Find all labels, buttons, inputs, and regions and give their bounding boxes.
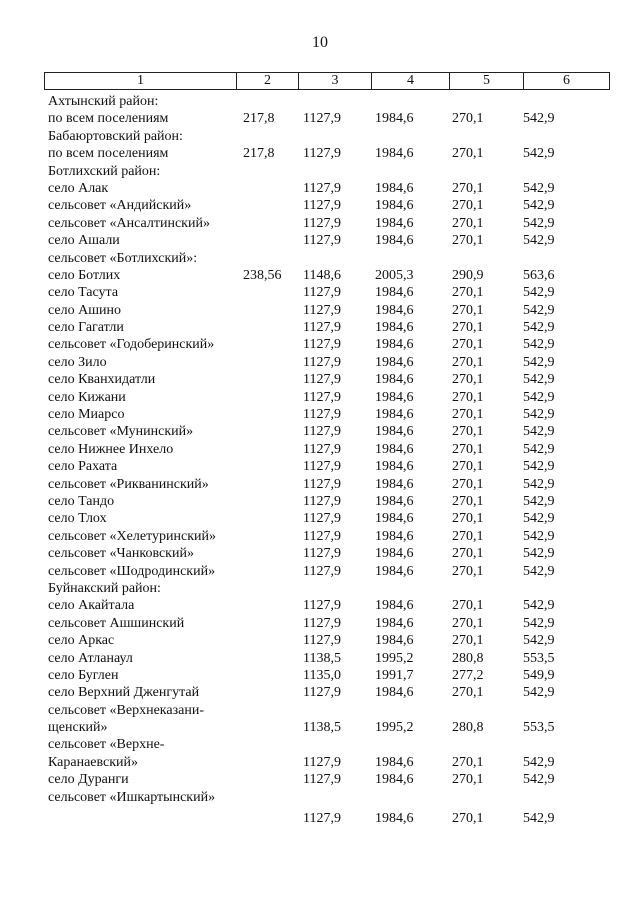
value-col-5: 270,1 bbox=[452, 180, 484, 196]
table-row bbox=[0, 545, 640, 562]
value-col-4: 1984,6 bbox=[375, 354, 414, 370]
value-col-4: 1995,2 bbox=[375, 720, 414, 736]
table-row bbox=[0, 493, 640, 510]
table-row bbox=[0, 250, 640, 267]
value-col-4: 1991,7 bbox=[375, 667, 414, 683]
value-col-6: 542,9 bbox=[523, 511, 555, 527]
settlement-name: по всем поселениям bbox=[48, 111, 169, 127]
value-col-6: 542,9 bbox=[523, 493, 555, 509]
value-col-3: 1127,9 bbox=[303, 811, 341, 827]
column-header-4: 4 bbox=[372, 73, 450, 89]
value-col-4: 1984,6 bbox=[375, 528, 414, 544]
value-col-5: 270,1 bbox=[452, 476, 484, 492]
table-row bbox=[0, 406, 640, 423]
value-col-4: 1984,6 bbox=[375, 424, 414, 440]
value-col-3: 1127,9 bbox=[303, 754, 341, 770]
value-col-4: 1984,6 bbox=[375, 493, 414, 509]
value-col-6: 549,9 bbox=[523, 667, 555, 683]
value-col-3: 1135,0 bbox=[303, 667, 341, 683]
value-col-5: 270,1 bbox=[452, 546, 484, 562]
table-row bbox=[0, 650, 640, 667]
value-col-3: 1127,9 bbox=[303, 633, 341, 649]
value-col-5: 270,1 bbox=[452, 215, 484, 231]
table-row bbox=[0, 163, 640, 180]
value-col-4: 1984,6 bbox=[375, 563, 414, 579]
value-col-5: 270,1 bbox=[452, 633, 484, 649]
value-col-6: 542,9 bbox=[523, 772, 555, 788]
value-col-5: 270,1 bbox=[452, 563, 484, 579]
value-col-4: 1984,6 bbox=[375, 215, 414, 231]
table-row bbox=[0, 580, 640, 597]
table-row bbox=[0, 215, 640, 232]
value-col-3: 1127,9 bbox=[303, 598, 341, 614]
table-row bbox=[0, 597, 640, 614]
value-col-4: 1984,6 bbox=[375, 320, 414, 336]
value-col-5: 270,1 bbox=[452, 615, 484, 631]
value-col-4: 1984,6 bbox=[375, 407, 414, 423]
table-row bbox=[0, 93, 640, 110]
settlement-name: село Буглен bbox=[48, 667, 119, 683]
value-col-3: 1127,9 bbox=[303, 441, 341, 457]
table-row bbox=[0, 197, 640, 214]
settlement-name: щенский» bbox=[48, 720, 108, 736]
value-col-3: 1127,9 bbox=[303, 180, 341, 196]
value-col-6: 553,5 bbox=[523, 720, 555, 736]
settlement-name: Ахтынский район: bbox=[48, 94, 159, 109]
value-col-4: 1984,6 bbox=[375, 772, 414, 788]
value-col-3: 1127,9 bbox=[303, 233, 341, 249]
value-col-5: 280,8 bbox=[452, 650, 484, 666]
value-col-5: 280,8 bbox=[452, 720, 484, 736]
table-row bbox=[0, 754, 640, 771]
value-col-5: 270,1 bbox=[452, 772, 484, 788]
value-col-4: 1984,6 bbox=[375, 372, 414, 388]
table-body bbox=[0, 93, 640, 827]
settlement-name: сельсовет «Ансалтинский» bbox=[48, 215, 210, 231]
table-row bbox=[0, 719, 640, 736]
table-row bbox=[0, 476, 640, 493]
value-col-5: 270,1 bbox=[452, 198, 484, 214]
value-col-6: 563,6 bbox=[523, 267, 555, 283]
value-col-4: 1984,6 bbox=[375, 754, 414, 770]
settlement-name: сельсовет «Мунинский» bbox=[48, 424, 194, 440]
value-col-3: 1127,9 bbox=[303, 389, 341, 405]
value-col-4: 1995,2 bbox=[375, 650, 414, 666]
value-col-3: 1148,6 bbox=[303, 267, 341, 283]
table-row bbox=[0, 336, 640, 353]
table-row bbox=[0, 128, 640, 145]
value-col-5: 270,1 bbox=[452, 233, 484, 249]
column-header-2: 2 bbox=[237, 73, 299, 89]
table-row bbox=[0, 810, 640, 827]
value-col-4: 1984,6 bbox=[375, 615, 414, 631]
value-col-3: 1127,9 bbox=[303, 407, 341, 423]
value-col-6: 542,9 bbox=[523, 320, 555, 336]
value-col-6: 542,9 bbox=[523, 476, 555, 492]
settlement-name: Каранаевский» bbox=[48, 754, 139, 770]
settlement-name: сельсовет «Годоберинский» bbox=[48, 337, 215, 353]
table-row bbox=[0, 441, 640, 458]
value-col-4: 1984,6 bbox=[375, 198, 414, 214]
value-col-6: 542,9 bbox=[523, 337, 555, 353]
value-col-3: 1127,9 bbox=[303, 493, 341, 509]
value-col-3: 1138,5 bbox=[303, 650, 341, 666]
value-col-6: 542,9 bbox=[523, 198, 555, 214]
value-col-3: 1127,9 bbox=[303, 546, 341, 562]
value-col-4: 1984,6 bbox=[375, 476, 414, 492]
value-col-3: 1127,9 bbox=[303, 198, 341, 214]
value-col-3: 1127,9 bbox=[303, 372, 341, 388]
value-col-3: 1127,9 bbox=[303, 476, 341, 492]
value-col-4: 1984,6 bbox=[375, 441, 414, 457]
settlement-name: село Тлох bbox=[48, 511, 107, 527]
settlement-name: село Ботлих bbox=[48, 267, 121, 283]
value-col-4: 1984,6 bbox=[375, 337, 414, 353]
table-row bbox=[0, 789, 640, 806]
value-col-6: 553,5 bbox=[523, 650, 555, 666]
value-col-5: 270,1 bbox=[452, 372, 484, 388]
table-header bbox=[44, 72, 610, 90]
settlement-name: село Ашали bbox=[48, 233, 120, 249]
value-col-4: 1984,6 bbox=[375, 811, 414, 827]
value-col-3: 1127,9 bbox=[303, 511, 341, 527]
value-col-4: 1984,6 bbox=[375, 233, 414, 249]
table-row bbox=[0, 528, 640, 545]
value-col-3: 1127,9 bbox=[303, 111, 341, 127]
value-col-5: 270,1 bbox=[452, 424, 484, 440]
value-col-6: 542,9 bbox=[523, 598, 555, 614]
settlement-name: сельсовет «Хелетуринский» bbox=[48, 528, 216, 544]
settlement-name: по всем поселениям bbox=[48, 146, 169, 162]
value-col-6: 542,9 bbox=[523, 563, 555, 579]
value-col-6: 542,9 bbox=[523, 459, 555, 475]
value-col-6: 542,9 bbox=[523, 546, 555, 562]
value-col-5: 270,1 bbox=[452, 320, 484, 336]
value-col-4: 1984,6 bbox=[375, 546, 414, 562]
settlement-name: село Акайтала bbox=[48, 598, 135, 614]
settlement-name: село Атланаул bbox=[48, 650, 133, 666]
value-col-2: 217,8 bbox=[243, 111, 275, 127]
value-col-6: 542,9 bbox=[523, 754, 555, 770]
value-col-5: 270,1 bbox=[452, 441, 484, 457]
value-col-5: 270,1 bbox=[452, 111, 484, 127]
value-col-3: 1127,9 bbox=[303, 146, 341, 162]
value-col-5: 270,1 bbox=[452, 302, 484, 318]
value-col-6: 542,9 bbox=[523, 372, 555, 388]
value-col-6: 542,9 bbox=[523, 424, 555, 440]
table-row bbox=[0, 510, 640, 527]
settlement-name: село Гагатли bbox=[48, 320, 124, 336]
value-col-5: 270,1 bbox=[452, 511, 484, 527]
value-col-5: 270,1 bbox=[452, 528, 484, 544]
value-col-3: 1127,9 bbox=[303, 685, 341, 701]
value-col-5: 270,1 bbox=[452, 146, 484, 162]
value-col-4: 1984,6 bbox=[375, 511, 414, 527]
value-col-4: 1984,6 bbox=[375, 685, 414, 701]
settlement-name: село Миарсо bbox=[48, 407, 125, 423]
table-row bbox=[0, 371, 640, 388]
column-header-5: 5 bbox=[450, 73, 524, 89]
table-row bbox=[0, 684, 640, 701]
value-col-4: 1984,6 bbox=[375, 598, 414, 614]
value-col-6: 542,9 bbox=[523, 180, 555, 196]
settlement-name: село Алак bbox=[48, 180, 109, 196]
value-col-6: 542,9 bbox=[523, 407, 555, 423]
value-col-4: 1984,6 bbox=[375, 389, 414, 405]
value-col-5: 270,1 bbox=[452, 754, 484, 770]
value-col-3: 1127,9 bbox=[303, 285, 341, 301]
value-col-4: 2005,3 bbox=[375, 267, 414, 283]
value-col-3: 1127,9 bbox=[303, 528, 341, 544]
settlement-name: сельсовет «Верхне- bbox=[48, 737, 165, 753]
settlement-name: село Дуранги bbox=[48, 772, 129, 788]
settlement-name: село Верхний Дженгутай bbox=[48, 685, 200, 701]
value-col-5: 270,1 bbox=[452, 285, 484, 301]
value-col-3: 1127,9 bbox=[303, 215, 341, 231]
table-row bbox=[0, 632, 640, 649]
table-row bbox=[0, 302, 640, 319]
table-row bbox=[0, 267, 640, 284]
table-row bbox=[0, 615, 640, 632]
value-col-6: 542,9 bbox=[523, 111, 555, 127]
value-col-6: 542,9 bbox=[523, 233, 555, 249]
settlement-name: Бабаюртовский район: bbox=[48, 128, 183, 144]
settlement-name: сельсовет Ашшинский bbox=[48, 615, 185, 631]
value-col-6: 542,9 bbox=[523, 633, 555, 649]
value-col-6: 542,9 bbox=[523, 302, 555, 318]
value-col-6: 542,9 bbox=[523, 285, 555, 301]
settlement-name: сельсовет «Шодродинский» bbox=[48, 563, 216, 579]
table-row bbox=[0, 423, 640, 440]
value-col-3: 1127,9 bbox=[303, 354, 341, 370]
settlement-name: Ботлихский район: bbox=[48, 163, 161, 179]
value-col-6: 542,9 bbox=[523, 389, 555, 405]
value-col-3: 1127,9 bbox=[303, 459, 341, 475]
table-row bbox=[0, 145, 640, 162]
value-col-3: 1127,9 bbox=[303, 424, 341, 440]
value-col-6: 542,9 bbox=[523, 685, 555, 701]
settlement-name: село Зило bbox=[48, 354, 107, 370]
value-col-4: 1984,6 bbox=[375, 633, 414, 649]
settlement-name: село Рахата bbox=[48, 459, 118, 475]
page-number: 10 bbox=[312, 34, 328, 51]
settlement-name: село Тасута bbox=[48, 285, 119, 301]
settlement-name: сельсовет «Верхнеказани- bbox=[48, 702, 204, 718]
table-row bbox=[0, 458, 640, 475]
settlement-name: сельсовет «Ботлихский»: bbox=[48, 250, 198, 266]
value-col-6: 542,9 bbox=[523, 146, 555, 162]
table-row bbox=[0, 284, 640, 301]
value-col-5: 270,1 bbox=[452, 389, 484, 405]
value-col-6: 542,9 bbox=[523, 528, 555, 544]
settlement-name: село Ашино bbox=[48, 302, 121, 318]
value-col-5: 270,1 bbox=[452, 598, 484, 614]
value-col-2: 217,8 bbox=[243, 146, 275, 162]
column-header-3: 3 bbox=[299, 73, 372, 89]
table-row bbox=[0, 110, 640, 127]
table-row bbox=[0, 667, 640, 684]
value-col-5: 277,2 bbox=[452, 667, 484, 683]
table-row bbox=[0, 702, 640, 719]
value-col-4: 1984,6 bbox=[375, 302, 414, 318]
table-row bbox=[0, 354, 640, 371]
value-col-5: 270,1 bbox=[452, 354, 484, 370]
value-col-6: 542,9 bbox=[523, 811, 555, 827]
value-col-4: 1984,6 bbox=[375, 285, 414, 301]
value-col-3: 1127,9 bbox=[303, 320, 341, 336]
value-col-5: 270,1 bbox=[452, 685, 484, 701]
value-col-6: 542,9 bbox=[523, 354, 555, 370]
value-col-4: 1984,6 bbox=[375, 111, 414, 127]
column-header-6: 6 bbox=[563, 73, 570, 88]
table-row bbox=[0, 736, 640, 753]
value-col-6: 542,9 bbox=[523, 215, 555, 231]
value-col-2: 238,56 bbox=[243, 267, 282, 283]
value-col-4: 1984,6 bbox=[375, 459, 414, 475]
value-col-3: 1127,9 bbox=[303, 772, 341, 788]
table-row bbox=[0, 180, 640, 197]
value-col-3: 1127,9 bbox=[303, 615, 341, 631]
value-col-5: 270,1 bbox=[452, 811, 484, 827]
settlement-name: сельсовет «Ишкартынский» bbox=[48, 789, 216, 805]
value-col-5: 270,1 bbox=[452, 407, 484, 423]
settlement-name: село Тандо bbox=[48, 493, 115, 509]
column-header-1: 1 bbox=[45, 73, 237, 89]
value-col-3: 1127,9 bbox=[303, 337, 341, 353]
settlement-name: село Кванхидатли bbox=[48, 372, 156, 388]
value-col-5: 270,1 bbox=[452, 337, 484, 353]
table-row bbox=[0, 232, 640, 249]
value-col-4: 1984,6 bbox=[375, 180, 414, 196]
value-col-6: 542,9 bbox=[523, 441, 555, 457]
settlement-name: село Кижани bbox=[48, 389, 126, 405]
value-col-5: 270,1 bbox=[452, 493, 484, 509]
value-col-5: 290,9 bbox=[452, 267, 484, 283]
value-col-5: 270,1 bbox=[452, 459, 484, 475]
table-row bbox=[0, 319, 640, 336]
settlement-name: Буйнакский район: bbox=[48, 580, 161, 596]
table-row bbox=[0, 389, 640, 406]
table-row bbox=[0, 771, 640, 788]
value-col-4: 1984,6 bbox=[375, 146, 414, 162]
settlement-name: сельсовет «Чанковский» bbox=[48, 546, 194, 562]
value-col-3: 1127,9 bbox=[303, 563, 341, 579]
settlement-name: село Нижнее Инхело bbox=[48, 441, 174, 457]
value-col-6: 542,9 bbox=[523, 615, 555, 631]
value-col-3: 1127,9 bbox=[303, 302, 341, 318]
settlement-name: сельсовет «Андийский» bbox=[48, 198, 192, 214]
settlement-name: сельсовет «Рикванинский» bbox=[48, 476, 209, 492]
table-row bbox=[0, 563, 640, 580]
value-col-3: 1138,5 bbox=[303, 720, 341, 736]
settlement-name: село Аркас bbox=[48, 633, 115, 649]
